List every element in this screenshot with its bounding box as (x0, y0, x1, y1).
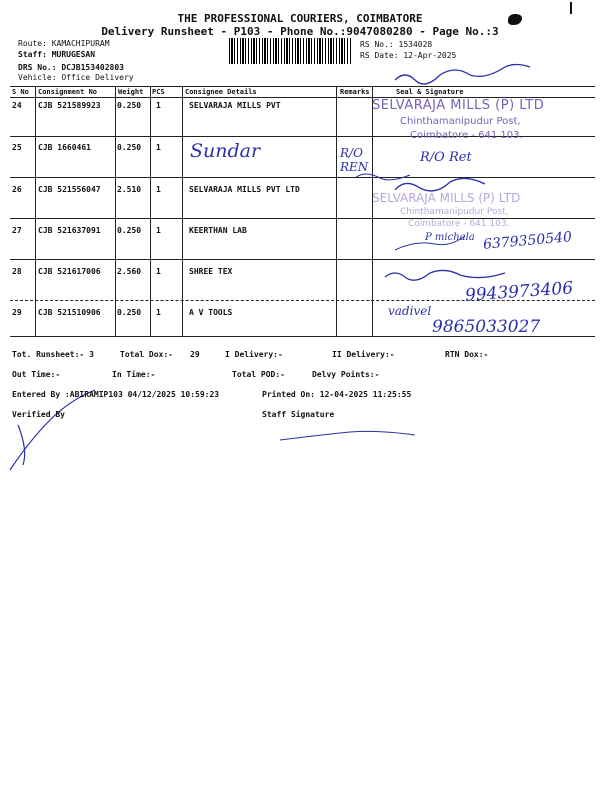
row-consignment: CJB 521637091 (38, 226, 101, 235)
row-sno: 26 (12, 185, 22, 194)
entered-by: Entered By :ABIRAMIP103 04/12/2025 10:59:23 (12, 390, 220, 399)
verified-by-label: Verified By (12, 410, 65, 419)
i-delivery-label: I Delivery:- (225, 350, 283, 359)
row-consignment: CJB 521617006 (38, 267, 101, 276)
row-weight: 0.250 (117, 101, 142, 110)
handwritten-remark: R/O REN (340, 146, 369, 174)
company-stamp-line3: Coimbatore - 641 103. (410, 130, 523, 141)
row-sno: 25 (12, 143, 22, 152)
row-consignee: SHREE TEX (189, 267, 233, 276)
handwritten-receiver-name: vadivel (388, 304, 432, 318)
out-time-label: Out Time:- (12, 370, 61, 379)
in-time-label: In Time:- (112, 370, 156, 379)
handwritten-phone: 9943973406 (464, 278, 574, 306)
row-consignee: SELVARAJA MILLS PVT LTD (189, 185, 300, 194)
total-dox-value: 29 (190, 350, 200, 359)
col-consignee: Consignee Details (185, 88, 257, 96)
rs-number: RS No.: 1534028 (360, 40, 433, 49)
row-sno: 29 (12, 308, 22, 317)
handwritten-phone: 9865033027 (432, 317, 541, 337)
row-pcs: 1 (156, 226, 161, 235)
handwritten-receiver-name: P michala (425, 232, 475, 243)
row-weight: 2.560 (117, 267, 142, 276)
row-pcs: 1 (156, 267, 161, 276)
company-stamp-faded-line1: SELVARAJA MILLS (P) LTD (372, 191, 521, 205)
rtn-dox-label: RTN Dox:- (445, 350, 489, 359)
row-pcs: 1 (156, 185, 161, 194)
row-pcs: 1 (156, 101, 161, 110)
handwritten-receiver-name: Sundar (190, 140, 261, 162)
row-pcs: 1 (156, 308, 161, 317)
company-stamp-faded-line2: Chinthamanipudur Post, (400, 207, 509, 217)
col-weight: Weight (118, 88, 144, 96)
row-sno: 27 (12, 226, 22, 235)
row-consignee: KEERTHAN LAB (189, 226, 247, 235)
col-seal-signature: Seal & Signature (396, 88, 464, 96)
vehicle-label: Vehicle: Office Delivery (18, 73, 134, 82)
row-weight: 2.510 (117, 185, 142, 194)
row-consignment: CJB 1660461 (38, 143, 91, 152)
row-weight: 0.250 (117, 226, 142, 235)
staff-label: Staff: MURUGESAN (18, 50, 96, 59)
row-sno: 24 (12, 101, 22, 110)
col-remarks: Remarks (340, 88, 370, 96)
delvy-points-label: Delvy Points:- (312, 370, 380, 379)
printed-on: Printed On: 12-04-2025 11:25:55 (262, 390, 412, 399)
company-stamp-line1: SELVARAJA MILLS (P) LTD (372, 98, 545, 113)
tot-runsheet: Tot. Runsheet:- 3 (12, 350, 94, 359)
company-stamp-faded-line3: Coimbatore - 641 103. (408, 219, 510, 229)
col-sno: S No (12, 88, 29, 96)
row-consignee: SELVARAJA MILLS PVT (189, 101, 281, 110)
route-label: Route: KAMACHIPURAM (18, 39, 110, 48)
row-weight: 0.250 (117, 143, 142, 152)
drs-number: DRS No.: DCJB153402803 (18, 63, 124, 72)
col-pcs: PCS (152, 88, 165, 96)
total-pod-label: Total POD:- (232, 370, 285, 379)
row-weight: 0.250 (117, 308, 142, 317)
total-dox-label: Total Dox:- (120, 350, 173, 359)
col-consignment: Consignment No (38, 88, 98, 96)
row-consignment: CJB 521510906 (38, 308, 101, 317)
ii-delivery-label: II Delivery:- (332, 350, 395, 359)
row-consignment: CJB 521556047 (38, 185, 101, 194)
row-pcs: 1 (156, 143, 161, 152)
rs-date: RS Date: 12-Apr-2025 (360, 51, 457, 60)
company-stamp-line2: Chinthamanipudur Post, (400, 116, 521, 127)
row-sno: 28 (12, 267, 22, 276)
staff-signature-label: Staff Signature (262, 410, 335, 419)
row-consignee: A V TOOLS (189, 308, 233, 317)
handwritten-phone: 6379350540 (482, 229, 573, 253)
row-consignment: CJB 521589923 (38, 101, 101, 110)
handwritten-seal-note: R/O Ret (420, 150, 472, 165)
company-title: THE PROFESSIONAL COURIERS, COIMBATORE (177, 12, 423, 25)
runsheet-title: Delivery Runsheet - P103 - Phone No.:9047080280 - Page No.:3 (101, 25, 499, 38)
